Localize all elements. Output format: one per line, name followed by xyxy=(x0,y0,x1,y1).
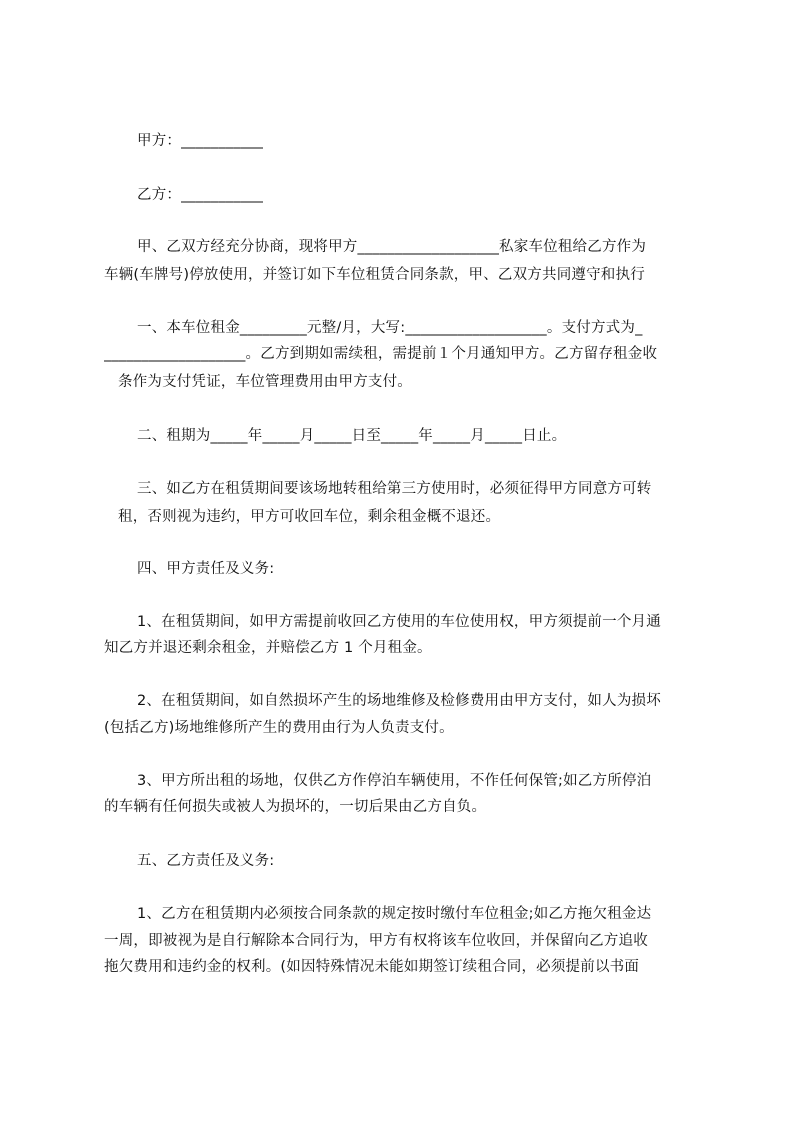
clause-4-item-1-line: 知乙方并退还剩余租金，并赔偿乙方 1 个月租金。 xyxy=(104,640,432,656)
clause-4-item-3-line: 3、甲方所出租的场地，仅供乙方作停泊车辆使用，不作任何保管;如乙方所停泊 xyxy=(137,773,652,789)
clause-1-line: ___________________。乙方到期如需续租，需提前１个月通知甲方。乙方留存租金收 xyxy=(104,346,658,362)
clause-5-item-1-line: 拖欠费用和违约金的权利。(如因特殊情况未能如期签订续租合同，必须提前以书面 xyxy=(104,959,640,975)
clause-2-line: 二、租期为_____年_____月_____日至_____年_____月_____日止。 xyxy=(137,428,567,444)
party-a-line: 甲方：___________ xyxy=(137,133,264,149)
clause-1-line: 一、本车位租金_________元整/月，大写:___________________。支付方式为_ xyxy=(137,320,643,336)
intro-paragraph-line: 车辆(车牌号)停放使用，并签订如下车位租赁合同条款，甲、乙双方共同遵守和执行 xyxy=(104,267,645,283)
clause-1-line: 条作为支付凭证，车位管理费用由甲方支付。 xyxy=(118,374,412,390)
clause-5-item-1-line: 1、乙方在租赁期内必须按合同条款的规定按时缴付车位租金;如乙方拖欠租金达 xyxy=(137,906,652,922)
clause-3-line: 租，否则视为违约，甲方可收回车位，剩余租金概不退还。 xyxy=(118,509,501,525)
clause-3-line: 三、如乙方在租赁期间要该场地转租给第三方使用时，必须征得甲方同意方可转 xyxy=(137,481,652,497)
clause-4-heading: 四、甲方责任及义务: xyxy=(137,561,275,577)
clause-4-item-2-line: (包括乙方)场地维修所产生的费用由行为人负责支付。 xyxy=(104,720,454,736)
clause-5-item-1-line: 一周，即被视为是自行解除本合同行为，甲方有权将该车位收回，并保留向乙方追收 xyxy=(104,933,648,949)
clause-4-item-3-line: 的车辆有任何损失或被人为损坏的，一切后果由乙方自负。 xyxy=(104,799,487,815)
clause-4-item-1-line: 1、在租赁期间，如甲方需提前收回乙方使用的车位使用权，甲方须提前一个月通 xyxy=(137,614,661,630)
party-b-line: 乙方：___________ xyxy=(137,187,264,203)
clause-4-item-2-line: 2、在租赁期间，如自然损坏产生的场地维修及检修费用由甲方支付，如人为损坏 xyxy=(137,693,661,709)
intro-paragraph-line: 甲、乙双方经充分协商，现将甲方___________________私家车位租给乙方作为 xyxy=(137,239,647,255)
clause-5-heading: 五、乙方责任及义务: xyxy=(137,853,275,869)
